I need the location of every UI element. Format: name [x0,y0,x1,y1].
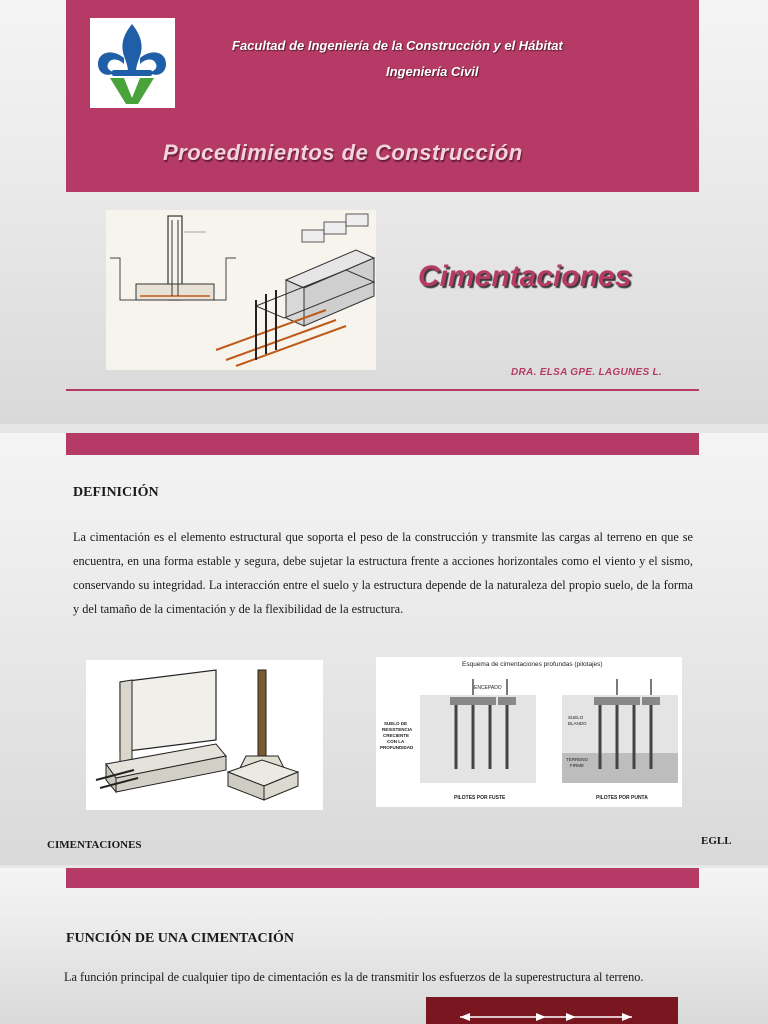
encepado-label: ENCEPADO [474,685,502,691]
firm-ground-label-1: TERRENO [566,757,589,762]
footer-initials: EGLL [701,835,732,847]
definition-paragraph: La cimentación es el elemento estructural que soporta el peso de la construcción y transmite las cargas al terreno en que se encuentra, en una forma estable y segura, debe sujetar la estructura frente a acciones horizontales como el viento y el sismo, conservando su integridad. La interacción entre el suelo y la estructura depende de la naturaleza del propio suelo, de la forma y del tamaño de la cimentación y de la flexibilidad de la estructura. [73,530,693,616]
soil-label-3: CRECIENTE [383,733,410,738]
section-heading: DEFINICIÓN [73,485,159,500]
faculty-name: Facultad de Ingeniería de la Construcción y el Hábitat [232,38,563,53]
soil-label-4: CON LA [387,739,405,744]
caption-end-bearing-piles: PILOTES POR PUNTA [596,795,648,801]
foundation-drawing [106,210,376,370]
soft-soil-label-2: BLANDO [568,721,587,726]
function-paragraph: La función principal de cualquier tipo de cimentación es la de transmitir los esfuerzos de la superestructura al terreno. [64,970,644,984]
piles-diagram-title: Esquema de cimentaciones profundas (pilotajes) [462,661,603,668]
author-name: DRA. ELSA GPE. LAGUNES L. [511,367,663,378]
slide-definition [0,433,768,865]
soil-label-2: RESISTENCIA [382,727,413,732]
soil-label-1: SUELO DE [384,721,408,726]
course-title: Procedimientos de Construcción [163,140,523,165]
top-bar [66,433,699,455]
university-logo [90,18,175,108]
firm-ground-label-2: FIRME [570,763,584,768]
footing-illustration [86,660,323,810]
load-transfer-image [426,997,678,1024]
footer-topic: CIMENTACIONES [47,839,142,851]
career-name: Ingeniería Civil [386,64,479,79]
slide-function [0,868,768,1024]
piles-diagram [376,657,682,807]
soft-soil-label-1: SUELO [568,715,584,720]
section-heading: FUNCIÓN DE UNA CIMENTACIÓN [66,931,295,946]
caption-friction-piles: PILOTES POR FUSTE [454,795,506,801]
top-bar [66,868,699,888]
presentation-title: Cimentaciones [418,260,632,293]
divider-line [66,389,699,391]
soil-label-5: PROFUNDIDAD [380,745,414,750]
slide-cover [0,0,768,424]
